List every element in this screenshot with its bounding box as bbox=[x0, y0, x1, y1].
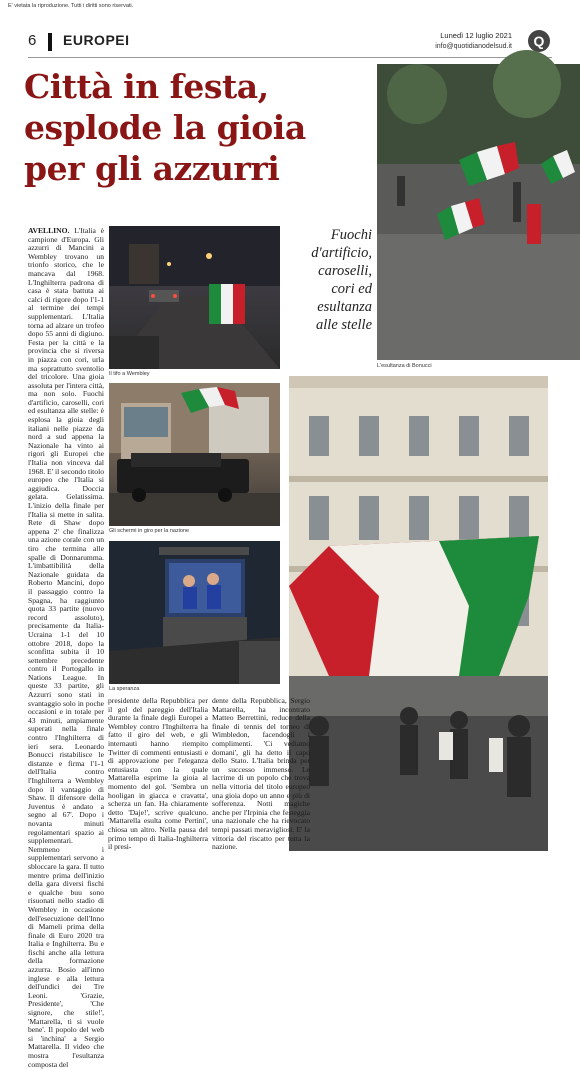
pull-quote-line-1: Fuochi bbox=[330, 227, 372, 243]
article-dateline: AVELLINO. bbox=[28, 226, 70, 235]
pull-quote-line-4: cori ed bbox=[331, 281, 372, 297]
photo-night-street bbox=[109, 226, 280, 369]
flags-celebration-illustration bbox=[377, 64, 580, 360]
page-header bbox=[0, 26, 580, 58]
article-column-1-text: L'Italia è campione d'Europa. Gli azzurri di Mancini a Wembley trovano un trionfo storico, che le mancava dal 1968. L'Inghilterra padrona di casa è stata battuta ai calci di rigore dopo l'1-1 al termine dei tempi supplementari. L'Italia torna ad alzare un trofeo dopo 55 anni di digiuno. Festa per la città e la provincia che si riversa in piazza con cori, urla ma soprattutto sventolio del tricolore. Una gioia assoluta per l'intera città, ma non solo. Fuochi d'artificio, caroselli, cori ed esultanza alle stelle: è esplosa la gioia degli italiani nelle piazze da nord a sud appena la Nazionale ha vinto ai rigori gli Europei che l'Italia non vinceva dal 1968. E' il secondo titolo europeo che l'Italia si aggiudica. Doccia gelata. Gelatissima. L'inizio della finale per l'Italia si mette in salita. Rete di Shaw dopo appena 2' che finalizza una azione corale con un tiro che termina alle spalle di Donnarumma. L'imbattibilità della Nazionale guidata da Roberto Mancini, dopo il passaggio contro la Spagna, ha raggiunto quota 33 partite (nuovo record assoluto), precisamente da Italia-Ucraina 1-1 del 10 ottobre 2018, dopo la sconfitta subita il 10 settembre precedente contro il Portogallo in Nations League. In queste 33 partite, gli Azzurri sono stati in svantaggio solo in poche occasioni e in totale per 43 minuti, ampiamente superati nella finale contro l'Inghilterra di ieri sera. Leonardo Bonucci ristabilisce le distanze e firma l'1-1 dell'Italia contro l'Inghilterra a Wembley dopo il vantaggio di Shaw. Il difensore della Juventus è andato a segno al 67'. Dopo i novanta minuti regolamentari spazio ai supplementari. Nemmeno i supplementari servono a sbloccare la gara. Il tutto mentre prima dell'inizio della gara diversi fischi e qualche buu sono risuonati nello stadio di Wembley in occasione dell'esecuzione dell'Inno di Mameli prima della finale di Euro 2020 tra Italia e Inghilterra. Bu e fischi anche alla lettura della formazione azzurra. Bosio all'inno inglese e alla lettura dell'undici dei Tre Leoni. 'Grazie, Presidente', 'Che signore, che stile!', 'Mattarella, ti si vuole bene'. Il popolo del web si 'inchina' a Sergio Mattarella. Il video che mostra l'esultanza composta del bbox=[28, 226, 104, 1069]
issue-date: Lunedì 12 luglio 2021 bbox=[440, 31, 512, 40]
photo-shop-flag-car bbox=[109, 383, 280, 526]
newspaper-logo-icon: Q bbox=[528, 30, 550, 52]
pull-quote bbox=[306, 226, 372, 334]
pull-quote-line-5: esultanza bbox=[317, 299, 372, 315]
page-number: 6 bbox=[28, 32, 37, 49]
pull-quote-line-3: caroselli, bbox=[318, 263, 372, 279]
headline-line-3: per gli azzurri bbox=[24, 149, 280, 188]
headline-line-1: Città in festa, bbox=[24, 67, 269, 106]
contact-email: info@quotidianodelsud.it bbox=[435, 43, 512, 50]
headline-line-2: esplode la gioia bbox=[24, 108, 306, 147]
caption-fire: L'esultanza di Bonucci bbox=[377, 363, 432, 369]
photo-building-big-flag bbox=[289, 376, 548, 851]
photo-giant-screen bbox=[109, 541, 280, 684]
article-headline bbox=[24, 66, 374, 189]
article-column-1 bbox=[28, 226, 104, 1069]
article-column-3: dente della Repubblica, Sergio Mattarella, ha incontrato Matteo Berrettini, reduce della finale di tennis del torneo di Wimbledon, facendogli i complimenti. 'Ci vediamo domani', gli ha detto il capo dello Stato. L'Italia brinda per un successo immenso. Le lacrime di un popolo che trova nella vittoria del titolo europeo una gioia dopo un anno e più di sofferenza. Notti magiche anche per l'Irpinia che festeggia una nazionale che ha rievocato tempi passati meravigliosi. E' la vittoria del riscatto per tutta la nazione. bbox=[212, 696, 310, 852]
giant-screen-illustration bbox=[109, 541, 280, 684]
article-column-2: presidente della Repubblica per il gol del pareggio dell'Italia durante la finale degli Europei a Wembley contro l'Inghilterra ha fatto il giro del web, e gli internauti hanno riempito Twitter di commenti entusiasti e di approvazione per l'eleganza entusiasta con la quale Mattarella esprime la gioia al momento del gol. 'Sembra un hooligan in giacca e cravatta', scherza un fan. Ha chiaramente detto 'Daje!', scrive qualcuno. 'Mattarella esulta come Pertini', chiosa un altro. Nella pausa del primo tempo di Italia-Inghilterra il presi- bbox=[108, 696, 208, 852]
header-rule bbox=[28, 57, 552, 58]
building-big-flag-illustration bbox=[289, 376, 548, 851]
issue-date-block bbox=[435, 30, 512, 52]
copyright-notice: E' vietata la riproduzione. Tutti i diritti sono riservati. bbox=[8, 3, 134, 9]
pull-quote-line-2: d'artificio, bbox=[311, 245, 372, 261]
section-title: EUROPEI bbox=[63, 32, 130, 48]
caption-night: Il tifo a Wembley bbox=[109, 371, 150, 377]
night-street-illustration bbox=[109, 226, 280, 369]
caption-screen: La speranza bbox=[109, 686, 140, 692]
photo-flags-celebration bbox=[377, 64, 580, 360]
pull-quote-line-6: alle stelle bbox=[316, 317, 372, 333]
section-divider-bar bbox=[48, 33, 52, 51]
caption-shop: Gli schermi in giro per la nazione bbox=[109, 528, 190, 534]
shop-flag-car-illustration bbox=[109, 383, 280, 526]
